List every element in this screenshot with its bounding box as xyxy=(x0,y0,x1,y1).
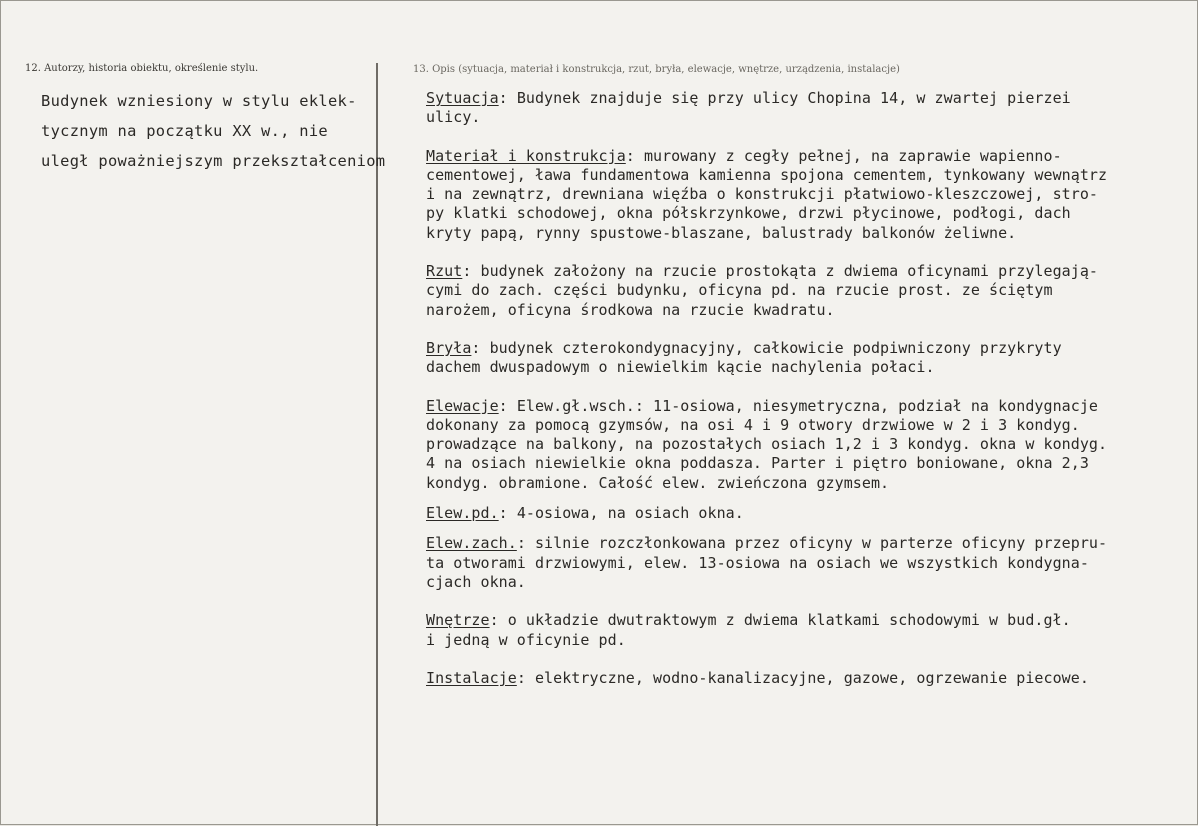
column-divider xyxy=(376,63,378,826)
field-12-header: 12. Autorzy, historia obiektu, określenie stylu. xyxy=(25,63,259,74)
section-sytuacja xyxy=(426,89,1171,128)
section-term: Rzut xyxy=(426,262,463,281)
section-term: Wnętrze xyxy=(426,611,490,630)
section-term: Materiał i konstrukcja xyxy=(426,146,626,165)
text-line: : Budynek znajduje się przy ulicy Chopina 14, w zwartej pierzei xyxy=(498,89,1071,107)
text-line: cymi do zach. części budynku, oficyna pd. na rzucie prost. ze ściętym xyxy=(426,281,1053,300)
text-line: : o układzie dwutraktowym z dwiema klatkami schodowymi w bud.gł. xyxy=(489,611,1071,630)
text-line: cjach okna. xyxy=(426,572,526,591)
text-line: : Elew.gł.wsch.: 11-osiowa, niesymetryczna, podział na kondygnacje xyxy=(498,396,1098,415)
section-term: Elew.pd. xyxy=(426,504,499,523)
text-line: kondyg. obramione. Całość elew. zwieńczona gzymsem. xyxy=(426,473,890,492)
text-line: ulicy. xyxy=(426,108,481,127)
text-line: : murowany z cegły pełnej, na zaprawie wapienno- xyxy=(625,146,1062,165)
section-term: Elew.zach. xyxy=(426,534,517,553)
text-line: py klatki schodowej, okna półskrzynkowe, drzwi płycinowe, podłogi, dach xyxy=(426,204,1071,223)
text-line: kryty papą, rynny spustowe-blaszane, balustrady balkonów żeliwne. xyxy=(426,223,1017,242)
section-term: Bryła xyxy=(426,338,472,357)
section-material xyxy=(426,147,1171,243)
text-line: ta otworami drzwiowymi, elew. 13-osiowa na osiach we wszystkich kondygna- xyxy=(426,553,1089,572)
section-elewacje xyxy=(426,397,1171,493)
text-line: prowadzące na balkony, na pozostałych osiach 1,2 i 3 kondyg. okna w kondyg. xyxy=(426,435,1108,454)
text-line: : budynek czterokondygnacyjny, całkowicie podpiwniczony przykryty xyxy=(471,338,1062,357)
text-line: : silnie rozczłonkowana przez oficyny w parterze oficyny przepru- xyxy=(516,534,1108,553)
text-line: uległ poważniejszym przekształceniom xyxy=(41,152,386,170)
text-line: narożem, oficyna środkowa na rzucie kwadratu. xyxy=(426,300,835,319)
section-elew-pd xyxy=(426,504,1171,523)
text-line: tycznym na początku XX w., nie xyxy=(41,122,328,140)
section-bryla xyxy=(426,339,1171,378)
text-line: i na zewnątrz, drewniana więźba o konstrukcji płatwiowo-kleszczowej, stro- xyxy=(426,185,1098,204)
text-line: i jedną w oficynie pd. xyxy=(426,630,626,649)
section-instalacje xyxy=(426,669,1171,688)
section-wnetrze xyxy=(426,611,1171,650)
section-elew-zach xyxy=(426,534,1171,592)
field-13-header: 13. Opis (sytuacja, materiał i konstrukcja, rzut, bryła, elewacje, wnętrze, urządzenia, instalacje) xyxy=(413,64,900,75)
text-line: 4 na osiach niewielkie okna poddasza. Parter i piętro boniowane, okna 2,3 xyxy=(426,454,1089,473)
description-text xyxy=(426,89,1171,688)
text-line: Budynek wzniesiony w stylu eklek- xyxy=(41,92,357,110)
authors-history-text xyxy=(41,86,391,176)
text-line: : budynek założony na rzucie prostokąta z dwiema oficynami przylegają- xyxy=(462,262,1098,281)
section-term: Instalacje xyxy=(426,668,517,687)
text-line: cementowej, ława fundamentowa kamienna spojona cementem, tynkowany wewnątrz xyxy=(426,165,1108,184)
section-rzut xyxy=(426,262,1171,320)
section-term: Sytuacja xyxy=(426,89,499,107)
text-line: dokonany za pomocą gzymsów, na osi 4 i 9 otwory drzwiowe w 2 i 3 kondyg. xyxy=(426,415,1080,434)
text-line: : 4-osiowa, na osiach okna. xyxy=(498,504,744,523)
section-term: Elewacje xyxy=(426,396,499,415)
text-line: : elektryczne, wodno-kanalizacyjne, gazowe, ogrzewanie piecowe. xyxy=(516,668,1089,687)
text-line: dachem dwuspadowym o niewielkim kącie nachylenia połaci. xyxy=(426,358,935,377)
